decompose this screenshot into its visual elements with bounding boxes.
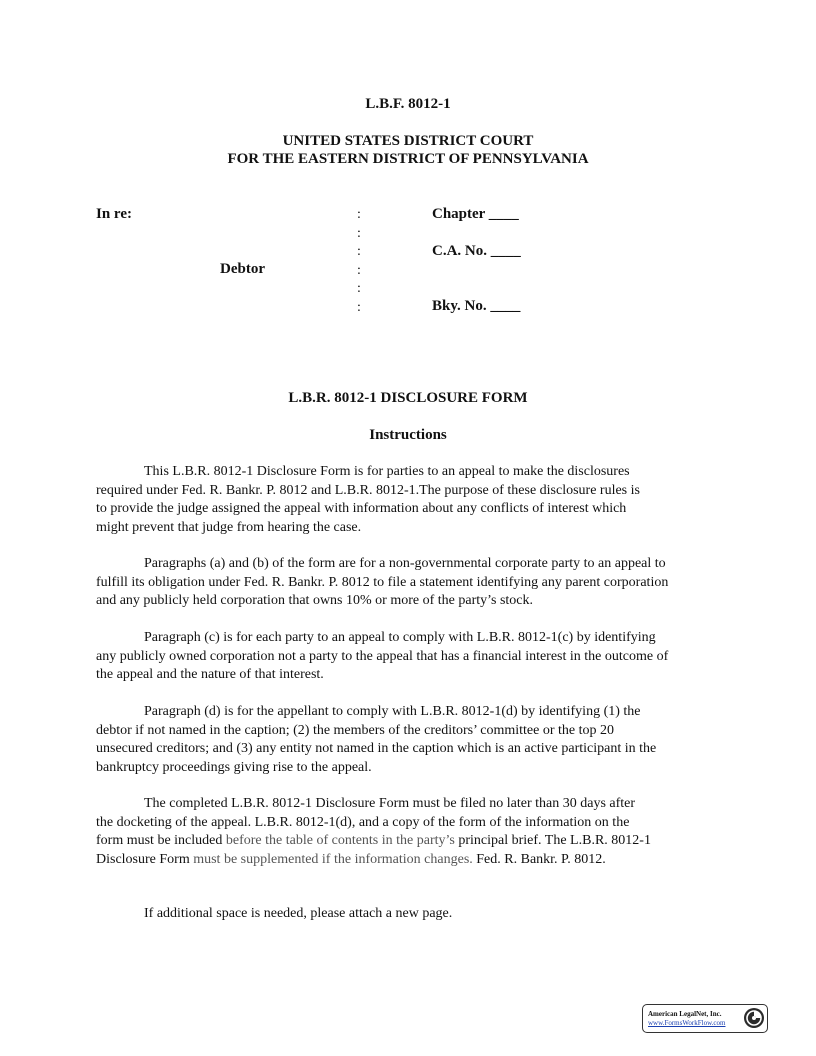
badge-url-link[interactable]: www.FormsWorkFlow.com — [648, 1019, 726, 1027]
paragraph-line: required under Fed. R. Bankr. P. 8012 and L.B.R. 8012-1.The purpose of these disclosure rules is — [96, 482, 640, 498]
paragraph-line: unsecured creditors; and (3) any entity not named in the caption which is an active participant in the — [96, 741, 657, 756]
form-id: L.B.F. 8012-1 — [365, 96, 451, 112]
paragraph-line: the docketing of the appeal. L.B.R. 8012-1(d), and a copy of the form of the information on the — [96, 814, 630, 830]
text-span: before the table of contents in the party’s — [225, 833, 459, 848]
paragraph-line: The completed L.B.R. 8012-1 Disclosure Form must be filed no later than 30 days after — [144, 796, 636, 811]
court-district: FOR THE EASTERN DISTRICT OF PENNSYLVANIA — [227, 151, 589, 167]
caption-colon: : — [357, 263, 361, 278]
text-span: form must be included — [96, 833, 226, 848]
paragraph-line: debtor if not named in the caption; (2) the members of the creditors’ committee or the top 20 — [96, 722, 614, 738]
text-span: Disclosure Form — [96, 851, 194, 867]
paragraph-line: Paragraph (d) is for the appellant to comply with L.B.R. 8012-1(d) by identifying (1) the — [144, 704, 641, 719]
globe-logo-icon — [743, 1007, 765, 1029]
instructions-paragraph — [96, 629, 721, 685]
paragraph-line: the appeal and the nature of that interest. — [96, 667, 324, 682]
badge-company: American LegalNet, Inc. — [648, 1010, 722, 1018]
text-span: must be supplemented if the information changes. — [193, 851, 477, 867]
court-name: UNITED STATES DISTRICT COURT — [282, 133, 534, 149]
paragraph-line: might prevent that judge from hearing the case. — [96, 519, 362, 535]
paragraph-line — [96, 832, 721, 851]
instructions-paragraph — [96, 463, 721, 537]
caption-colon: : — [357, 244, 361, 259]
caption-colon: : — [357, 281, 361, 296]
footer-badge[interactable] — [642, 1004, 768, 1033]
debtor-label: Debtor — [220, 261, 265, 277]
caption-colon: : — [357, 300, 361, 315]
instructions-paragraph — [96, 795, 721, 869]
instructions-paragraph — [96, 905, 721, 924]
instructions-paragraph — [96, 555, 721, 611]
paragraph-line: fulfill its obligation under Fed. R. Bankr. P. 8012 to file a statement identifying any parent corporation — [96, 574, 669, 590]
bky-number-field: Bky. No. ____ — [432, 298, 521, 314]
text-span: principal brief. The L.B.R. 8012-1 — [458, 833, 651, 848]
paragraph-line: to provide the judge assigned the appeal with information about any conflicts of interest which — [96, 501, 627, 516]
paragraph-line: bankruptcy proceedings giving rise to the appeal. — [96, 759, 372, 775]
paragraph-line: any publicly owned corporation not a party to the appeal that has a financial interest in the outcome of — [96, 648, 669, 664]
paragraph-line — [96, 851, 721, 870]
instructions-paragraph — [96, 703, 721, 777]
text-span: Fed. R. Bankr. P. 8012. — [476, 851, 606, 867]
caption-colon: : — [357, 207, 361, 222]
paragraph-line: Paragraph (c) is for each party to an appeal to comply with L.B.R. 8012-1(c) by identifying — [144, 630, 656, 645]
instructions-heading: Instructions — [369, 427, 447, 443]
chapter-field: Chapter ____ — [432, 206, 519, 222]
paragraph-line: If additional space is needed, please attach a new page. — [144, 906, 453, 921]
ca-number-field: C.A. No. ____ — [432, 243, 521, 259]
in-re-label: In re: — [96, 206, 132, 222]
paragraph-line: This L.B.R. 8012-1 Disclosure Form is for parties to an appeal to make the disclosures — [144, 464, 630, 479]
paragraph-line: Paragraphs (a) and (b) of the form are for a non-governmental corporate party to an appeal to — [144, 556, 666, 571]
form-title: L.B.R. 8012-1 DISCLOSURE FORM — [288, 390, 528, 406]
paragraph-line: and any publicly held corporation that owns 10% or more of the party’s stock. — [96, 593, 534, 608]
caption-colon: : — [357, 226, 361, 241]
